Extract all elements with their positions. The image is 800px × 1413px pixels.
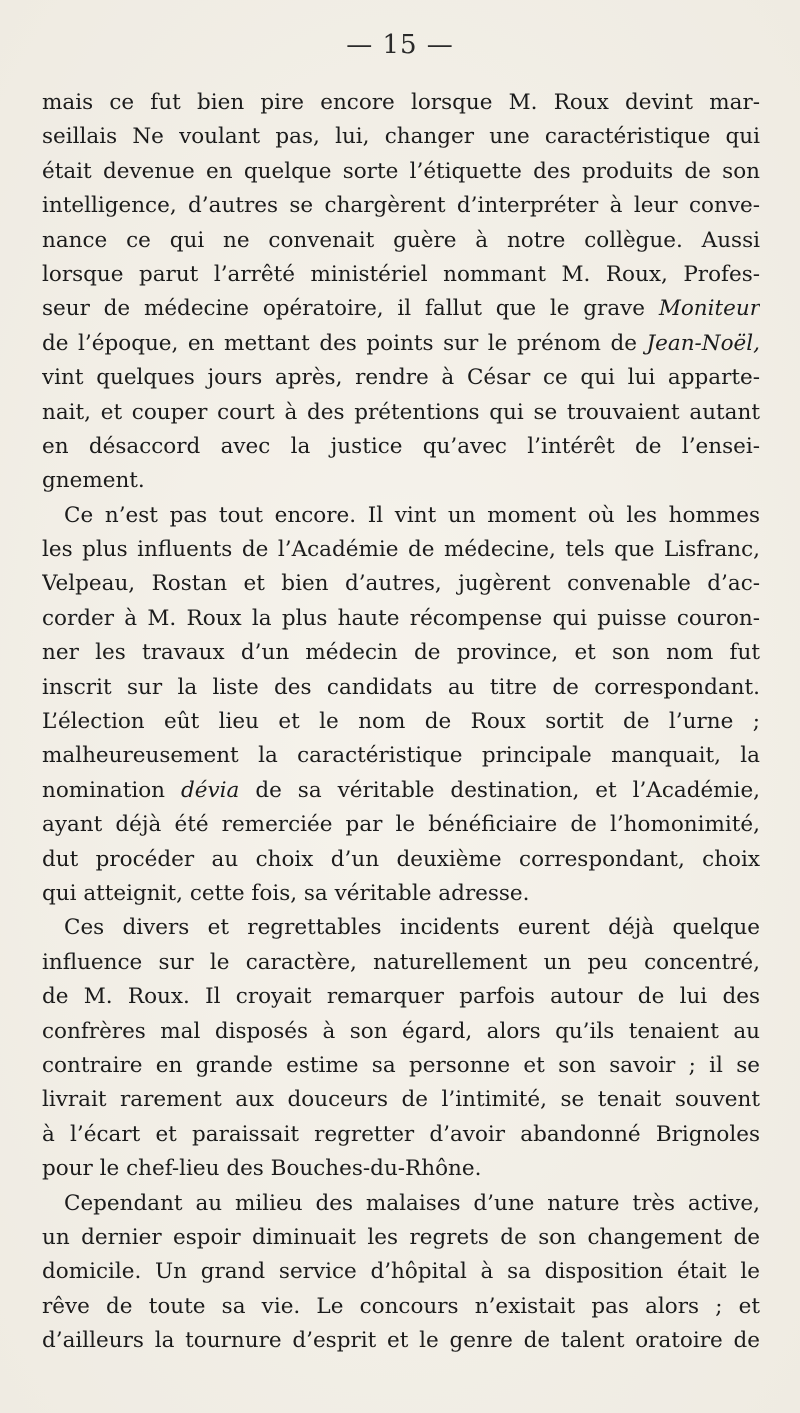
- text-line: lorsque parut l’arrêté ministériel nommant M. Roux, Profes-: [42, 261, 760, 287]
- text-line: qui atteignit, cette fois, sa véritable adresse.: [42, 880, 530, 906]
- text-line: Velpeau, Rostan et bien d’autres, jugèrent convenable d’ac-: [42, 571, 760, 597]
- text-line: était devenue en quelque sorte l’étiquette des produits de son: [42, 158, 760, 184]
- paragraph-2: [42, 499, 760, 912]
- italic-word: Moniteur: [658, 296, 760, 322]
- text-line: nait, et couper court à des prétentions qui se trouvaient autant: [42, 399, 760, 425]
- text-line: pour le chef-lieu des Bouches-du-Rhône.: [42, 1156, 482, 1182]
- text-line: ayant déjà été remerciée par le bénéficiaire de l’homonimité,: [42, 812, 760, 838]
- text-line: seillais Ne voulant pas, lui, changer une caractéristique qui: [42, 124, 760, 150]
- text-line: [42, 774, 760, 808]
- text-line: dut procéder au choix d’un deuxième correspondant, choix: [42, 846, 760, 872]
- text-line: [42, 292, 760, 326]
- text-line: en désaccord avec la justice qu’avec l’intérêt de l’ensei-: [42, 433, 760, 459]
- text-line: ner les travaux d’un médecin de province, et son nom fut: [42, 640, 760, 666]
- text-line: Ce n’est pas tout encore. Il vint un moment où les hommes: [64, 502, 760, 528]
- text-line: mais ce fut bien pire encore lorsque M. Roux devint mar-: [42, 90, 760, 115]
- paragraph-4: [42, 1187, 760, 1359]
- text-fragment: de l’époque, en mettant des points sur le prénom de: [42, 330, 637, 356]
- text-line: malheureusement la caractéristique principale manquait, la: [42, 743, 760, 769]
- text-line: de M. Roux. Il croyait remarquer parfois autour de lui des: [42, 984, 760, 1010]
- text-line: d’ailleurs la tournure d’esprit et le genre de talent oratoire de: [42, 1328, 760, 1354]
- text-line: à l’écart et paraissait regretter d’avoir abandonné Brignoles: [42, 1121, 760, 1147]
- page-number: — 15 —: [346, 30, 454, 60]
- text-line: Ces divers et regrettables incidents eurent déjà quelque: [64, 915, 760, 941]
- text-line: les plus influents de l’Académie de médecine, tels que Lisfranc,: [42, 537, 760, 563]
- text-line: [42, 327, 760, 361]
- text-line: L’élection eût lieu et le nom de Roux sortit de l’urne ;: [42, 709, 760, 735]
- text-line: intelligence, d’autres se chargèrent d’interpréter à leur conve-: [42, 193, 760, 219]
- paragraph-3: [42, 911, 760, 1186]
- italic-word: dévia: [181, 777, 240, 803]
- italic-word: Jean-Noël,: [646, 330, 760, 356]
- text-line: Cependant au milieu des malaises d’une nature très active,: [64, 1190, 760, 1216]
- text-line: nance ce qui ne convenait guère à notre collègue. Aussi: [42, 227, 760, 253]
- paragraph-1: [42, 86, 760, 499]
- text-fragment: seur de médecine opératoire, il fallut que le grave: [42, 296, 646, 322]
- text-line: confrères mal disposés à son égard, alors qu’ils tenaient au: [42, 1018, 760, 1044]
- text-line: domicile. Un grand service d’hôpital à sa disposition était le: [42, 1259, 760, 1285]
- text-line: gnement.: [42, 468, 145, 494]
- text-line: corder à M. Roux la plus haute récompense qui puisse couron-: [42, 605, 760, 631]
- text-line: rêve de toute sa vie. Le concours n’existait pas alors ; et: [42, 1293, 760, 1319]
- text-line: vint quelques jours après, rendre à César ce qui lui apparte-: [42, 365, 760, 391]
- text-line: un dernier espoir diminuait les regrets de son changement de: [42, 1224, 760, 1250]
- body-text: [42, 86, 760, 1358]
- text-line: livrait rarement aux douceurs de l’intimité, se tenait souvent: [42, 1087, 760, 1113]
- text-line: inscrit sur la liste des candidats au titre de correspondant.: [42, 674, 760, 700]
- text-line: influence sur le caractère, naturellement un peu concentré,: [42, 949, 760, 975]
- text-line: contraire en grande estime sa personne et son savoir ; il se: [42, 1052, 760, 1078]
- text-fragment: de sa véritable destination, et l’Académie,: [255, 777, 760, 803]
- text-fragment: nomination: [42, 777, 166, 803]
